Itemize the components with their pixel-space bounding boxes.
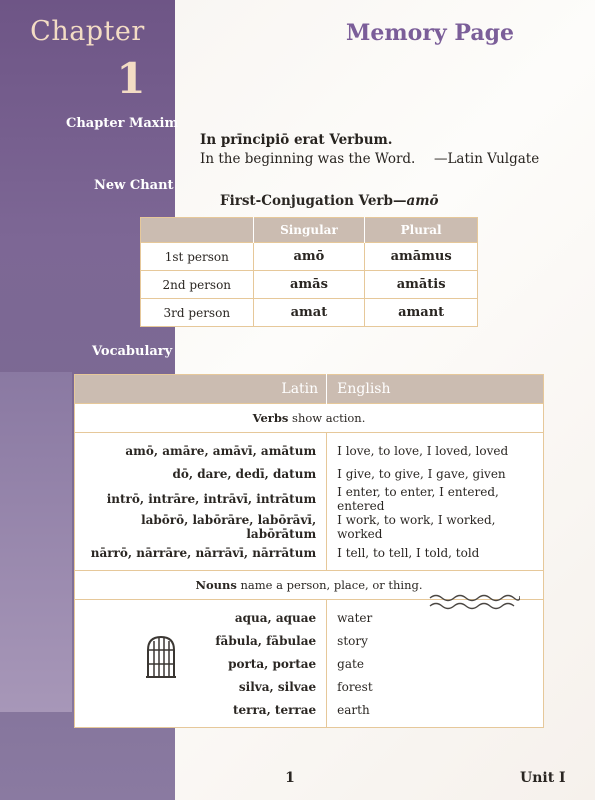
vocab-latin: silva, silvae [75, 675, 327, 698]
chant-plural: amant [365, 299, 478, 327]
chant-header-plural: Plural [365, 218, 478, 243]
vocab-latin: dō, dare, dedī, datum [75, 462, 327, 485]
vocab-row [75, 675, 544, 698]
vocab-row [75, 433, 544, 463]
maxim-latin: In prīncipiō erat Verbum. [200, 132, 393, 148]
vocab-latin: amō, amāre, amāvī, amātum [75, 433, 327, 463]
chant-plural: amāmus [365, 243, 478, 271]
vocab-english: I love, to love, I loved, loved [337, 443, 509, 458]
verbs-caption-rest: show action. [288, 411, 366, 425]
chant-row [141, 271, 478, 299]
vocab-latin: aqua, aquae [75, 600, 327, 630]
section-label-maxim: Chapter Maxim [66, 116, 179, 131]
nouns-caption-rest: name a person, place, or thing. [236, 578, 423, 592]
chant-title [220, 193, 439, 209]
vocab-latin: labōrō, labōrāre, labōrāvī, labōrātum [75, 513, 327, 541]
water-waves-icon [428, 592, 520, 612]
chant-person: 3rd person [141, 299, 254, 327]
chant-singular: amō [253, 243, 365, 271]
verbs-caption-row [75, 404, 544, 433]
maxim-english [200, 151, 539, 167]
chant-header-singular: Singular [253, 218, 365, 243]
chant-table [140, 217, 478, 327]
verbs-caption-term: Verbs [252, 411, 289, 425]
chant-title-prefix: First-Conjugation Verb— [220, 193, 407, 209]
unit-label: Unit I [520, 770, 566, 786]
vocab-latin: intrō, intrāre, intrāvī, intrātum [75, 485, 327, 513]
chapter-label: Chapter [30, 16, 145, 47]
maxim-source: —Latin Vulgate [433, 151, 540, 167]
vocab-english: I work, to work, I worked, worked [337, 513, 496, 541]
chant-row [141, 299, 478, 327]
gate-icon [145, 634, 177, 678]
vocab-header-latin: Latin [75, 375, 327, 404]
vocab-row [75, 485, 544, 513]
vocab-english: earth [337, 702, 370, 717]
vocab-english: I enter, to enter, I entered, entered [337, 485, 499, 513]
vocab-header-english: English [327, 375, 544, 404]
chant-header-blank [141, 218, 254, 243]
chant-singular: amat [253, 299, 365, 327]
chant-title-verb: amō [406, 193, 439, 209]
vocab-english: I tell, to tell, I told, told [337, 545, 480, 560]
vocab-latin: fābula, fābulae [75, 629, 327, 652]
vocab-latin: nārrō, nārrāre, nārrāvī, nārrātum [75, 541, 327, 571]
vocab-row [75, 698, 544, 728]
vocab-english: gate [337, 656, 364, 671]
section-label-chant: New Chant [94, 178, 174, 193]
vocab-row [75, 513, 544, 541]
page-number: 1 [285, 770, 295, 786]
chapter-number: 1 [116, 54, 146, 103]
page-title: Memory Page [346, 20, 514, 46]
side-band-lower [0, 372, 72, 712]
maxim-english-text: In the beginning was the Word. [200, 151, 416, 167]
vocab-english: story [337, 633, 368, 648]
vocab-latin: porta, portae [75, 652, 327, 675]
vocab-row [75, 462, 544, 485]
vocab-header-row [75, 375, 544, 404]
chant-row [141, 243, 478, 271]
nouns-caption-term: Nouns [195, 578, 237, 592]
vocab-latin: terra, terrae [75, 698, 327, 728]
chant-singular: amās [253, 271, 365, 299]
vocab-english: I give, to give, I gave, given [337, 466, 506, 481]
chant-person: 2nd person [141, 271, 254, 299]
verbs-caption [75, 404, 544, 433]
chant-person: 1st person [141, 243, 254, 271]
vocab-row [75, 541, 544, 571]
section-label-vocab: Vocabulary [92, 344, 173, 359]
vocab-english: forest [337, 679, 373, 694]
chant-header-row [141, 218, 478, 243]
chant-plural: amātis [365, 271, 478, 299]
vocab-english: water [337, 610, 373, 625]
